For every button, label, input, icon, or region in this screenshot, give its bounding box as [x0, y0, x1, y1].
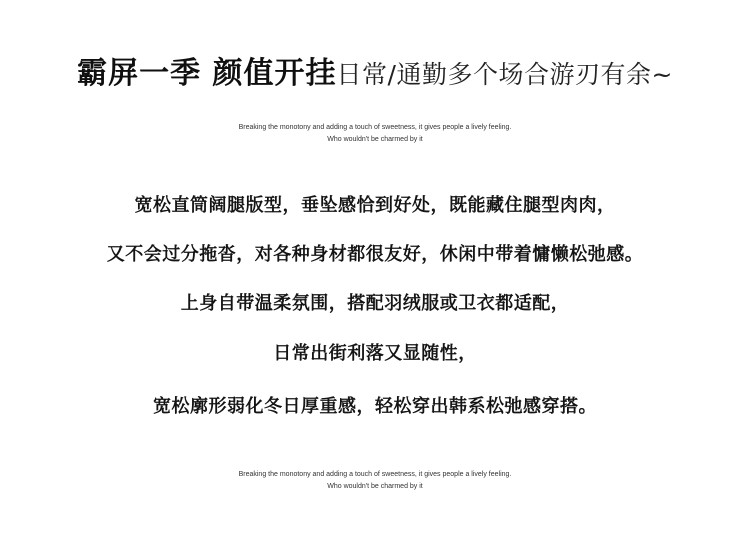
body-copy-line-1: 宽松直筒阔腿版型，垂坠感恰到好处，既能藏住腿型肉肉， [134, 195, 616, 216]
headline-light-text: 日常/通勤多个场合游刃有余~ [336, 60, 673, 89]
body-copy-line-4: 日常出街利落又显随性， [273, 343, 477, 364]
headline-bold-text: 霸屏一季 颜值开挂 [77, 56, 337, 91]
tagline-top-line-1: Breaking the monotony and adding a touch of sweetness, it gives people a lively feeling. [238, 124, 512, 131]
tagline-bottom-line-2: Who wouldn't be charmed by it [327, 483, 423, 490]
tagline-top-line-2: Who wouldn't be charmed by it [327, 136, 423, 143]
headline [0, 50, 750, 98]
tagline-bottom [0, 469, 750, 493]
tagline-bottom-line-1: Breaking the monotony and adding a touch of sweetness, it gives people a lively feeling. [238, 471, 512, 478]
body-copy-line-5: 宽松廓形弱化冬日厚重感，轻松穿出韩系松弛感穿搭。 [153, 396, 597, 417]
body-copy-line-3: 上身自带温柔氛围，搭配羽绒服或卫衣都适配， [180, 293, 570, 314]
body-copy-line-2: 又不会过分拖沓，对各种身材都很友好，休闲中带着慵懒松弛感。 [106, 244, 644, 265]
tagline-top [0, 122, 750, 146]
